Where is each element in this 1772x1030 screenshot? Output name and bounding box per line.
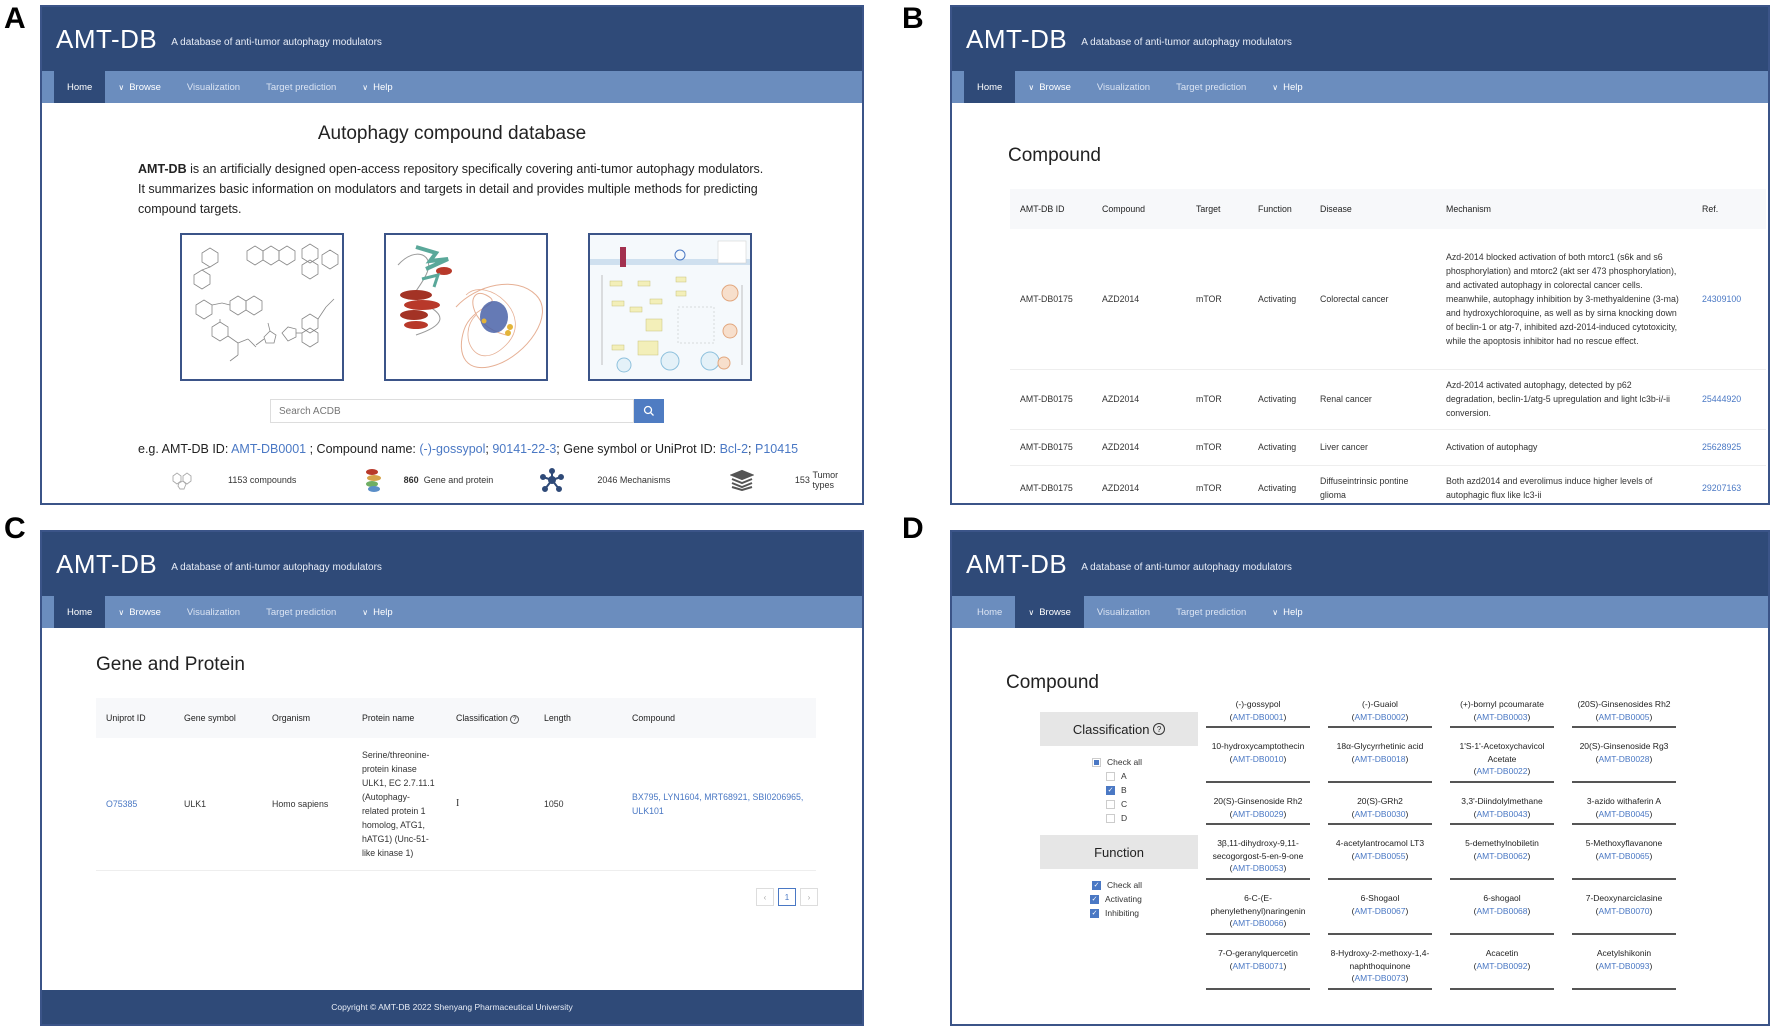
function-heading-label: Function xyxy=(1094,844,1144,860)
site-brand[interactable]: AMT-DB xyxy=(56,548,158,579)
example-cas-link[interactable]: 90141-22-3 xyxy=(492,442,557,456)
cell-classification: I xyxy=(446,738,534,870)
compound-id-link[interactable]: AMT-DB0067 xyxy=(1354,905,1406,916)
option-label: C xyxy=(1121,799,1128,809)
checkbox-checked[interactable]: ✓ xyxy=(1091,910,1098,917)
compound-name: (-)-Guaiol xyxy=(1362,699,1398,709)
compound-id-link[interactable]: AMT-DB0068 xyxy=(1476,905,1528,916)
column-header[interactable]: Compound xyxy=(622,698,816,738)
cell-id: AMT-DB0175 xyxy=(1010,369,1092,429)
compound-card[interactable]: 5-Methoxyflavanone (AMT-DB0065) xyxy=(1572,833,1676,880)
classification-option-d[interactable] xyxy=(1106,811,1198,825)
panel-label-b: B xyxy=(902,2,924,35)
nav-visualization[interactable] xyxy=(174,71,253,103)
copyright-text: Copyright © AMT-DB 2022 Shenyang Pharmaceutical University xyxy=(331,1002,573,1012)
function-check-all[interactable] xyxy=(1092,878,1198,892)
site-header xyxy=(42,7,862,71)
checkbox-unchecked[interactable] xyxy=(1106,800,1115,809)
cell-function: Activating xyxy=(1248,465,1310,505)
checkbox-checked[interactable]: ✓ xyxy=(1107,787,1114,794)
stat-gene-protein[interactable] xyxy=(358,468,538,492)
main-nav xyxy=(952,596,1768,628)
compound-name: 20(S)-Ginsenoside Rh2 xyxy=(1213,796,1303,806)
compound-id-link[interactable]: AMT-DB0045 xyxy=(1598,808,1650,819)
compound-card[interactable]: 8-Hydroxy-2-methoxy-1,4-naphthoquinone (AMT-DB0073) xyxy=(1328,943,1432,990)
compound-name: 1'S-1'-Acetoxychavicol Acetate xyxy=(1459,741,1545,764)
compound-name: 10-hydroxycamptothecin xyxy=(1211,741,1305,751)
compound-card[interactable]: 20(S)-Ginsenoside Rh2 (AMT-DB0029) xyxy=(1206,791,1310,825)
main-nav xyxy=(952,71,1768,103)
nav-browse[interactable] xyxy=(105,71,174,103)
site-header xyxy=(952,532,1768,596)
compound-id-link[interactable]: AMT-DB0018 xyxy=(1354,753,1406,764)
table-row xyxy=(1010,369,1766,429)
compound-card[interactable]: (-)-gossypol (AMT-DB0001) xyxy=(1206,694,1310,728)
compound-card[interactable]: 6-Shogaol (AMT-DB0067) xyxy=(1328,888,1432,935)
compound-id-link[interactable]: AMT-DB0043 xyxy=(1476,808,1528,819)
examples-prefix-name: ; Compound name: xyxy=(306,442,420,456)
nav-browse-label: Browse xyxy=(129,81,161,93)
classification-heading-label: Classification xyxy=(1072,721,1150,737)
compound-id-link[interactable]: AMT-DB0029 xyxy=(1232,808,1284,819)
examples-prefix-id: e.g. AMT-DB ID: xyxy=(138,442,232,456)
compound-card[interactable]: Acacetin (AMT-DB0092) xyxy=(1450,943,1554,990)
nav-home[interactable] xyxy=(964,71,1015,103)
site-header xyxy=(42,532,862,596)
nav-browse-label: Browse xyxy=(1039,81,1071,93)
panel-label-c: C xyxy=(4,512,26,545)
compound-card[interactable]: 6-C-(E-phenylethenyl)naringenin (AMT-DB0066) xyxy=(1206,888,1310,935)
site-tagline: A database of anti-tumor autophagy modulators xyxy=(171,561,382,573)
page-title: Compound xyxy=(1008,145,1101,166)
chevron-down-icon: ∨ xyxy=(1272,82,1279,92)
table-row xyxy=(96,738,816,870)
compound-name: 5-demethylnobiletin xyxy=(1465,838,1539,848)
search-examples xyxy=(138,442,862,456)
compound-id-link[interactable]: AMT-DB0028 xyxy=(1598,753,1650,764)
compound-card[interactable]: 7-O-geranylquercetin (AMT-DB0071) xyxy=(1206,943,1310,990)
compound-id-link[interactable]: AMT-DB0070 xyxy=(1598,905,1650,916)
option-label: A xyxy=(1121,771,1127,781)
nav-visualization[interactable] xyxy=(1084,596,1163,628)
option-label: Check all xyxy=(1107,757,1142,767)
column-header[interactable]: Length xyxy=(534,698,622,738)
function-option-inhibiting[interactable] xyxy=(1090,906,1198,920)
layers-icon xyxy=(727,468,757,492)
examples-separator: ; xyxy=(485,442,493,456)
network-icon xyxy=(537,468,567,492)
compound-id-link[interactable]: AMT-DB0055 xyxy=(1354,850,1406,861)
column-header[interactable]: Mechanism xyxy=(1436,189,1692,229)
function-heading xyxy=(1040,835,1198,869)
page-title: Gene and Protein xyxy=(96,654,245,675)
compound-name: 3β,11-dihydroxy-9,11-secogorgost-5-en-9-one xyxy=(1212,838,1304,861)
nav-browse[interactable] xyxy=(1015,71,1084,103)
cell-mechanism: Azd-2014 blocked activation of both mtorc1 (s6k and s6 phosphorylation) and mtorc2 (akt ser 473 phosphorylation), and activated autophagy in colorectal cancer cells. meanwhile, autophagy inhibition by 3-methyaldenine (3-ma) and hydroxychloroquine, as well as by sirna knocking down of beclin-1 or atg-7, inhibited azd-2014-induced cytotoxicity, while the apoptosis inhibitor had no rescue effect. xyxy=(1436,229,1692,369)
site-tagline: A database of anti-tumor autophagy modulators xyxy=(1081,36,1292,48)
compound-name: 6-Shogaol xyxy=(1360,893,1400,903)
nav-browse[interactable] xyxy=(1015,596,1084,628)
stat-mechanisms-label: Mechanisms xyxy=(619,475,671,485)
compound-card[interactable]: 1'S-1'-Acetoxychavicol Acetate (AMT-DB0022) xyxy=(1450,736,1554,783)
compound-structures-figure[interactable] xyxy=(180,233,344,381)
nav-browse-label: Browse xyxy=(129,606,161,618)
stat-compounds-value: 1153 xyxy=(228,475,248,485)
examples-prefix-gene: ; Gene symbol or UniProt ID: xyxy=(556,442,720,456)
function-options xyxy=(1040,869,1198,930)
nav-home-label: Home xyxy=(977,606,1003,618)
compound-id-link[interactable]: AMT-DB0093 xyxy=(1598,960,1650,971)
nav-home-label: Home xyxy=(67,606,93,618)
cell-length: 1050 xyxy=(534,738,622,870)
site-tagline: A database of anti-tumor autophagy modulators xyxy=(171,36,382,48)
nav-help-label: Help xyxy=(373,81,393,93)
function-option-activating[interactable] xyxy=(1090,892,1198,906)
column-header[interactable]: Gene symbol xyxy=(174,698,262,738)
nav-help[interactable] xyxy=(349,596,405,628)
intro-text: is an artificially designed open-access repository specifically covering anti-tumor autophagy modulators. It summarizes basic information on modulators and targets in detail and provides multiple methods for predicting compound targets. xyxy=(138,162,764,216)
checkbox-unchecked[interactable] xyxy=(1106,814,1115,823)
cell-organism: Homo sapiens xyxy=(262,738,352,870)
stat-tumor-types-label: Tumor types xyxy=(812,470,839,490)
search-bar xyxy=(270,399,862,423)
cell-function: Activating xyxy=(1248,229,1310,369)
chevron-down-icon: ∨ xyxy=(362,607,369,617)
nav-help-label: Help xyxy=(1283,81,1303,93)
cell-mechanism: Activation of autophagy xyxy=(1436,429,1692,465)
compound-name: (-)-gossypol xyxy=(1235,699,1281,709)
column-header[interactable]: Target xyxy=(1186,189,1248,229)
ref-link[interactable]: 24309100 xyxy=(1692,229,1766,369)
table-header-row xyxy=(1010,189,1766,229)
compound-card[interactable]: (20S)-Ginsenosides Rh2 (AMT-DB0005) xyxy=(1572,694,1676,728)
feature-figures xyxy=(180,233,862,381)
nav-help-label: Help xyxy=(373,606,393,618)
compound-name: Acacetin xyxy=(1485,948,1519,958)
protein-structure-figure[interactable] xyxy=(384,233,548,381)
column-header[interactable]: Ref. xyxy=(1692,189,1766,229)
checkbox-partial[interactable] xyxy=(1092,758,1101,767)
classification-options xyxy=(1040,746,1198,835)
cell-function: Activating xyxy=(1248,369,1310,429)
chevron-down-icon: ∨ xyxy=(1272,607,1279,617)
compound-name: 6-C-(E-phenylethenyl)naringenin xyxy=(1210,893,1306,916)
cell-disease: Liver cancer xyxy=(1310,429,1436,465)
examples-separator: ; xyxy=(748,442,755,456)
example-id-link[interactable]: AMT-DB0001 xyxy=(231,442,307,456)
checkbox-checked[interactable]: ✓ xyxy=(1093,882,1100,889)
nav-home-label: Home xyxy=(67,81,93,93)
nav-help[interactable] xyxy=(1259,71,1315,103)
compound-id-link[interactable]: AMT-DB0065 xyxy=(1598,850,1650,861)
cell-compound: AZD2014 xyxy=(1092,465,1186,505)
autophagy-pathway-figure[interactable] xyxy=(588,233,752,381)
panel-label-d: D xyxy=(902,512,924,545)
stat-mechanisms-value: 2046 xyxy=(597,475,618,485)
cell-protein-name: Serine/threonine-protein kinase ULK1, EC 2.7.11.1 (Autophagy-related protein 1 homolog, ATG1, hATG1) (Unc-51-like kinase 1) xyxy=(352,738,446,870)
column-header[interactable]: Disease xyxy=(1310,189,1436,229)
panel-d-browse-compounds xyxy=(950,530,1770,1026)
cell-target: mTOR xyxy=(1186,369,1248,429)
ref-link[interactable]: 25444920 xyxy=(1692,369,1766,429)
option-label: B xyxy=(1121,785,1127,795)
option-label: Activating xyxy=(1105,894,1142,904)
classification-option-c[interactable] xyxy=(1106,797,1198,811)
site-footer xyxy=(42,990,862,1024)
stat-gene-protein-value: 860 xyxy=(403,475,419,485)
cell-function: Activating xyxy=(1248,429,1310,465)
nav-home-label: Home xyxy=(977,81,1003,93)
example-uniprot-link[interactable]: P10415 xyxy=(755,442,799,456)
classification-heading xyxy=(1040,712,1198,746)
compound-name: Acetylshikonin xyxy=(1596,948,1652,958)
compound-id-link[interactable]: AMT-DB0022 xyxy=(1476,766,1528,776)
compound-name: 7-O-geranylquercetin xyxy=(1218,948,1298,958)
help-circle-icon[interactable]: ? xyxy=(510,715,519,724)
cell-disease: Diffuseintrinsic pontine glioma xyxy=(1310,465,1436,505)
intro-brand: AMT-DB xyxy=(138,162,187,176)
site-brand[interactable]: AMT-DB xyxy=(966,548,1068,579)
molecule-icon xyxy=(168,468,198,492)
compound-name: 3-azido withaferin A xyxy=(1586,796,1662,806)
compound-card[interactable]: 7-Deoxynarciclasine (AMT-DB0070) xyxy=(1572,888,1676,935)
column-header[interactable]: AMT-DB ID xyxy=(1010,189,1092,229)
cell-compound: AZD2014 xyxy=(1092,429,1186,465)
compound-id-link[interactable]: AMT-DB0003 xyxy=(1476,711,1528,722)
nav-help[interactable] xyxy=(1259,596,1315,628)
table-header-row xyxy=(96,698,816,738)
compound-name: 20(S)-Ginsenoside Rg3 xyxy=(1579,741,1669,751)
stat-gene-protein-label: Gene and protein xyxy=(423,475,494,485)
compound-card[interactable]: 3β,11-dihydroxy-9,11-secogorgost-5-en-9-one (AMT-DB0053) xyxy=(1206,833,1310,880)
nav-target-prediction-label: Target prediction xyxy=(266,81,337,93)
table-row xyxy=(1010,465,1766,505)
classification-option-b[interactable] xyxy=(1106,783,1198,797)
chevron-down-icon: ∨ xyxy=(362,82,369,92)
ref-link[interactable]: 25628925 xyxy=(1692,429,1766,465)
nav-visualization-label: Visualization xyxy=(1096,81,1151,93)
site-brand[interactable]: AMT-DB xyxy=(56,23,158,54)
compound-id-link[interactable]: AMT-DB0073 xyxy=(1354,973,1406,983)
nav-target-prediction-label: Target prediction xyxy=(1176,81,1247,93)
classification-check-all[interactable] xyxy=(1092,755,1198,769)
cell-disease: Colorectal cancer xyxy=(1310,229,1436,369)
chevron-down-icon: ∨ xyxy=(118,607,125,617)
stat-compounds-label: compounds xyxy=(249,475,297,485)
example-name-link[interactable]: (-)-gossypol xyxy=(419,442,486,456)
compound-id-link[interactable]: AMT-DB0071 xyxy=(1232,960,1284,971)
nav-visualization[interactable] xyxy=(174,596,253,628)
classification-option-a[interactable] xyxy=(1106,769,1198,783)
main-nav xyxy=(42,596,862,628)
compound-card[interactable]: 4-acetylantrocamol LT3 (AMT-DB0055) xyxy=(1328,833,1432,880)
nav-browse[interactable] xyxy=(105,596,174,628)
site-header xyxy=(952,7,1768,71)
column-header[interactable]: Uniprot ID xyxy=(96,698,174,738)
cell-compound: AZD2014 xyxy=(1092,229,1186,369)
nav-target-prediction[interactable] xyxy=(1163,71,1259,103)
cell-id: AMT-DB0175 xyxy=(1010,229,1092,369)
protein-icon xyxy=(358,468,388,492)
nav-help[interactable] xyxy=(349,71,405,103)
help-circle-icon[interactable]: ? xyxy=(1153,723,1165,735)
table-row xyxy=(1010,429,1766,465)
chevron-down-icon: ∨ xyxy=(1028,82,1035,92)
cell-mechanism: Both azd2014 and everolimus induce higher levels of autophagic flux like lc3-ii xyxy=(1436,465,1692,505)
nav-visualization-label: Visualization xyxy=(186,81,241,93)
compound-links[interactable]: BX795, LYN1604, MRT68921, SBI0206965, ULK101 xyxy=(622,738,816,870)
stats-bar xyxy=(168,468,862,492)
cell-id: AMT-DB0175 xyxy=(1010,429,1092,465)
column-header[interactable]: Organism xyxy=(262,698,352,738)
column-header-classification[interactable] xyxy=(446,698,534,738)
uniprot-link[interactable]: O75385 xyxy=(96,738,174,870)
compound-id-link[interactable]: AMT-DB0001 xyxy=(1232,711,1284,722)
compound-id-link[interactable]: AMT-DB0092 xyxy=(1476,960,1528,971)
nav-target-prediction-label: Target prediction xyxy=(266,606,337,618)
nav-home[interactable] xyxy=(964,596,1015,628)
option-label: D xyxy=(1121,813,1128,823)
page-title: Compound xyxy=(1006,672,1099,693)
panel-a-home xyxy=(40,5,864,505)
pagination xyxy=(756,888,818,906)
compound-table xyxy=(1010,189,1766,505)
filter-sidebar xyxy=(1040,712,1198,930)
compound-name: 6-shogaol xyxy=(1483,893,1521,903)
compound-card[interactable]: 5-demethylnobiletin (AMT-DB0062) xyxy=(1450,833,1554,880)
cell-id: AMT-DB0175 xyxy=(1010,465,1092,505)
page-title: Autophagy compound database xyxy=(317,123,587,144)
compound-name: 7-Deoxynarciclasine xyxy=(1585,893,1663,903)
compound-card[interactable]: 3-azido withaferin A (AMT-DB0045) xyxy=(1572,791,1676,825)
option-label: Inhibiting xyxy=(1105,908,1140,918)
nav-target-prediction[interactable] xyxy=(253,71,349,103)
compound-card[interactable]: (+)-bornyl pcoumarate (AMT-DB0003) xyxy=(1450,694,1554,728)
checkbox-unchecked[interactable] xyxy=(1106,772,1115,781)
cell-disease: Renal cancer xyxy=(1310,369,1436,429)
compound-id-link[interactable]: AMT-DB0066 xyxy=(1232,918,1284,928)
compound-card[interactable]: Acetylshikonin (AMT-DB0093) xyxy=(1572,943,1676,990)
nav-home[interactable] xyxy=(54,596,105,628)
option-label: Check all xyxy=(1107,880,1142,890)
search-input[interactable] xyxy=(270,399,634,423)
compound-card[interactable]: 3,3'-Diindolylmethane (AMT-DB0043) xyxy=(1450,791,1554,825)
example-gene-link[interactable]: Bcl-2 xyxy=(719,442,749,456)
intro-paragraph xyxy=(138,159,772,219)
site-tagline: A database of anti-tumor autophagy modulators xyxy=(1081,561,1292,573)
stat-mechanisms[interactable] xyxy=(537,468,727,492)
cell-target: mTOR xyxy=(1186,465,1248,505)
compound-id-link[interactable]: AMT-DB0053 xyxy=(1232,863,1284,873)
compound-id-link[interactable]: AMT-DB0010 xyxy=(1232,753,1284,764)
nav-target-prediction-label: Target prediction xyxy=(1176,606,1247,618)
column-header-label: Classification xyxy=(456,712,508,723)
stat-compounds[interactable] xyxy=(168,468,358,492)
panel-label-a: A xyxy=(4,2,26,35)
nav-visualization[interactable] xyxy=(1084,71,1163,103)
compound-name: (+)-bornyl pcoumarate xyxy=(1460,699,1544,709)
gene-protein-table xyxy=(96,698,816,871)
compound-name: 4-acetylantrocamol LT3 xyxy=(1335,838,1425,848)
compound-id-link[interactable]: AMT-DB0030 xyxy=(1354,808,1406,819)
compound-grid xyxy=(1206,694,1676,998)
cell-target: mTOR xyxy=(1186,429,1248,465)
next-page-button[interactable]: › xyxy=(800,888,818,906)
nav-visualization-label: Visualization xyxy=(1096,606,1151,618)
cell-compound: AZD2014 xyxy=(1092,369,1186,429)
compound-name: 8-Hydroxy-2-methoxy-1,4-naphthoquinone xyxy=(1330,948,1430,971)
compound-id-link[interactable]: AMT-DB0005 xyxy=(1598,711,1650,722)
compound-card[interactable]: 18α-Glycyrrhetinic acid (AMT-DB0018) xyxy=(1328,736,1432,783)
compound-card[interactable]: 10-hydroxycamptothecin (AMT-DB0010) xyxy=(1206,736,1310,783)
column-header[interactable]: Compound xyxy=(1092,189,1186,229)
nav-target-prediction[interactable] xyxy=(253,596,349,628)
compound-card[interactable]: (-)-Guaiol (AMT-DB0002) xyxy=(1328,694,1432,728)
panel-c-gene-protein xyxy=(40,530,864,1026)
nav-target-prediction[interactable] xyxy=(1163,596,1259,628)
compound-id-link[interactable]: AMT-DB0002 xyxy=(1354,711,1406,722)
cell-gene: ULK1 xyxy=(174,738,262,870)
chevron-down-icon: ∨ xyxy=(1028,607,1035,617)
nav-browse-label: Browse xyxy=(1039,606,1071,618)
nav-home[interactable] xyxy=(54,71,105,103)
compound-card[interactable]: 20(S)-GRh2 (AMT-DB0030) xyxy=(1328,791,1432,825)
nav-help-label: Help xyxy=(1283,606,1303,618)
column-header[interactable]: Function xyxy=(1248,189,1310,229)
search-button[interactable] xyxy=(634,399,664,423)
nav-visualization-label: Visualization xyxy=(186,606,241,618)
stat-tumor-types[interactable] xyxy=(727,468,862,492)
column-header[interactable]: Protein name xyxy=(352,698,446,738)
checkbox-checked[interactable]: ✓ xyxy=(1091,896,1098,903)
compound-name: 20(S)-GRh2 xyxy=(1357,796,1403,806)
compound-id-link[interactable]: AMT-DB0062 xyxy=(1476,850,1528,861)
compound-name: 5-Methoxyflavanone xyxy=(1585,838,1663,848)
prev-page-button[interactable]: ‹ xyxy=(756,888,774,906)
cell-mechanism: Azd-2014 activated autophagy, detected by p62 degradation, beclin-1/atg-5 upregulation and light lc3b-i/-ii conversion. xyxy=(1436,369,1692,429)
search-icon xyxy=(643,405,655,417)
page-1-button[interactable]: 1 xyxy=(778,888,796,906)
main-nav xyxy=(42,71,862,103)
site-brand[interactable]: AMT-DB xyxy=(966,23,1068,54)
compound-card[interactable]: 20(S)-Ginsenoside Rg3 (AMT-DB0028) xyxy=(1572,736,1676,783)
cell-target: mTOR xyxy=(1186,229,1248,369)
ref-link[interactable]: 29207163 xyxy=(1692,465,1766,505)
compound-name: 3,3'-Diindolylmethane xyxy=(1461,796,1543,806)
table-row xyxy=(1010,229,1766,369)
stat-tumor-types-value: 153 xyxy=(794,475,810,485)
compound-card[interactable]: 6-shogaol (AMT-DB0068) xyxy=(1450,888,1554,935)
compound-name: (20S)-Ginsenosides Rh2 xyxy=(1577,699,1671,709)
compound-name: 18α-Glycyrrhetinic acid xyxy=(1336,741,1424,751)
chevron-down-icon: ∨ xyxy=(118,82,125,92)
panel-b-compound-detail xyxy=(950,5,1770,505)
